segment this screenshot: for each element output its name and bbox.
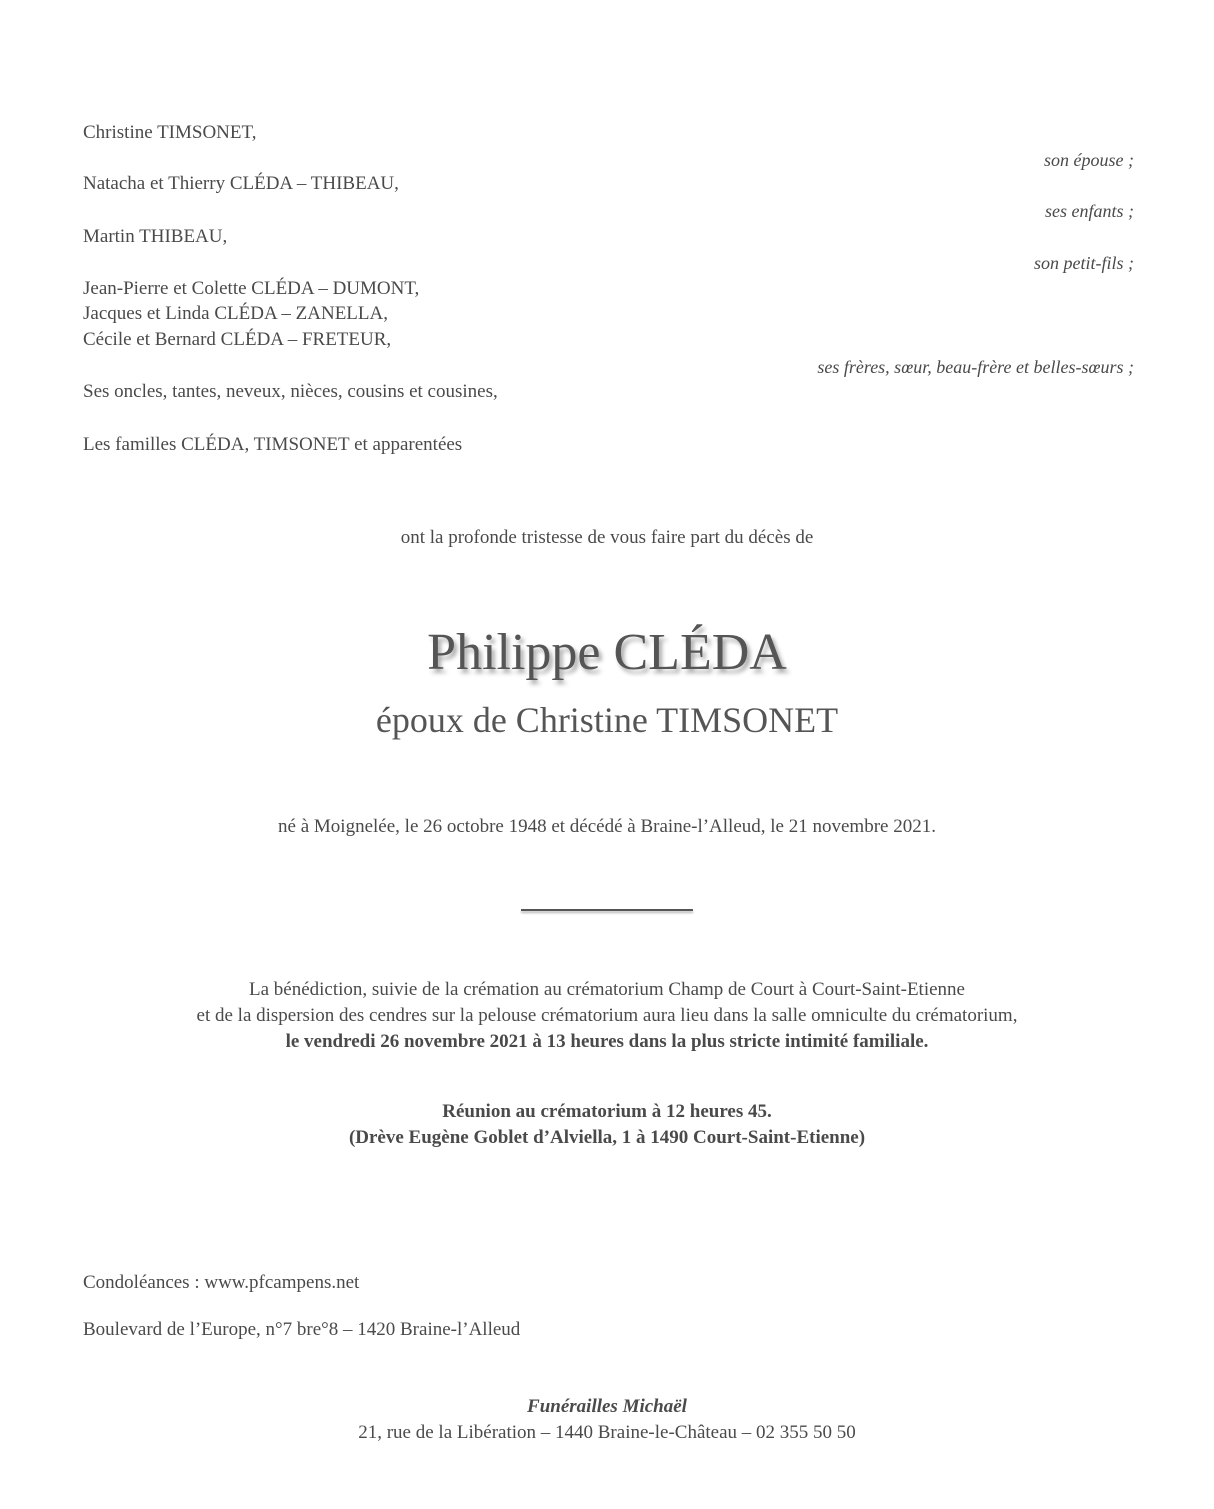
family-line: Jacques et Linda CLÉDA – ZANELLA, bbox=[83, 303, 388, 324]
family-line: Jean-Pierre et Colette CLÉDA – DUMONT, bbox=[83, 278, 420, 299]
crematorium-address: (Drève Eugène Goblet d’Alviella, 1 à 1490 Court-Saint-Etienne) bbox=[348, 1127, 866, 1148]
address-line: Boulevard de l’Europe, n°7 bre°8 – 1420 Braine-l’Alleud bbox=[83, 1319, 521, 1340]
relation-label: son épouse ; bbox=[1044, 150, 1134, 170]
family-line: Natacha et Thierry CLÉDA – THIBEAU, bbox=[83, 173, 399, 194]
deceased-subtitle: époux de Christine TIMSONET bbox=[375, 700, 839, 740]
divider bbox=[521, 909, 693, 911]
relation-label: son petit-fils ; bbox=[1034, 253, 1134, 273]
family-line: Martin THIBEAU, bbox=[83, 226, 228, 247]
ceremony-line: et de la dispersion des cendres sur la pelouse crématorium aura lieu dans la salle omniculte du crématorium, bbox=[196, 1005, 1018, 1026]
family-line: Les familles CLÉDA, TIMSONET et apparentées bbox=[83, 434, 463, 455]
meeting-time: Réunion au crématorium à 12 heures 45. bbox=[442, 1101, 772, 1122]
family-line: Ses oncles, tantes, neveux, nièces, cousins et cousines, bbox=[83, 381, 498, 402]
family-line: Christine TIMSONET, bbox=[83, 122, 257, 143]
ceremony-date: le vendredi 26 novembre 2021 à 13 heures dans la plus stricte intimité familiale. bbox=[285, 1031, 929, 1052]
funeral-home-name: Funérailles Michaël bbox=[527, 1396, 687, 1417]
deceased-name: Philippe CLÉDA bbox=[427, 624, 787, 681]
relation-label: ses frères, sœur, beau-frère et belles-sœurs ; bbox=[817, 357, 1134, 377]
family-line: Cécile et Bernard CLÉDA – FRETEUR, bbox=[83, 329, 392, 350]
funeral-home-address: 21, rue de la Libération – 1440 Braine-le-Château – 02 355 50 50 bbox=[358, 1422, 856, 1443]
ceremony-line: La bénédiction, suivie de la crémation au crématorium Champ de Court à Court-Saint-Etienne bbox=[249, 979, 965, 1000]
relation-label: ses enfants ; bbox=[1045, 201, 1134, 221]
deceased-dates: né à Moignelée, le 26 octobre 1948 et décédé à Braine-l’Alleud, le 21 novembre 2021. bbox=[278, 816, 936, 837]
intro-text: ont la profonde tristesse de vous faire part du décès de bbox=[400, 527, 814, 548]
condolences-link[interactable]: Condoléances : www.pfcampens.net bbox=[83, 1272, 360, 1293]
